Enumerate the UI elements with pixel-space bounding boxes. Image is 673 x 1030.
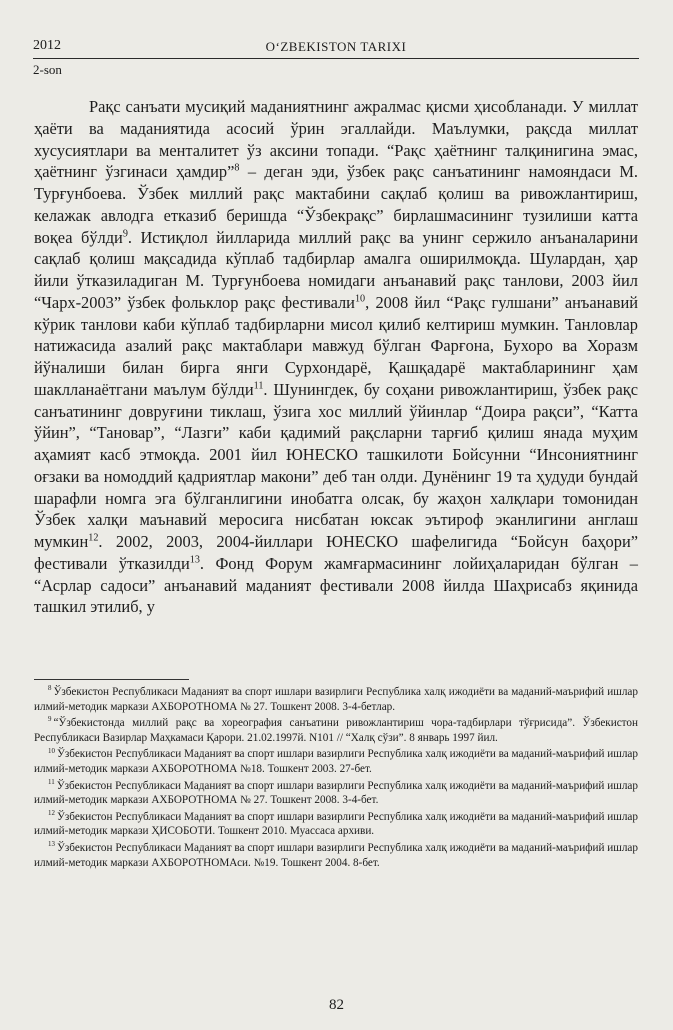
footnote-text: Ўзбекистон Республикаси Маданият ва спорт ишлари вазирлиги Республика халқ ижодиёти ва маданий-маърифий ишлар илмий-методик маркази АХБОРОТНОМА № 27. Тошкент 2008. 3-4-бетлар. [34, 686, 638, 713]
footnotes [34, 685, 638, 872]
body-text-segment: . Истиқлол йилларида миллий рақс ва унинг сержило анъаналарини сақлаб қолиш мақсадида кўплаб тадбирлар амалга оширилмоқда. Шулардан, ҳар йили ўтказиладиган М. Турғунбоева номидаги анъанавий рақс танлови, 2003 йил “Чарх-2003” ўзбек фольклор рақс фестивали [34, 227, 638, 312]
body-paragraph [34, 96, 638, 618]
page-number: 82 [329, 997, 344, 1013]
footnote-number: 12 [48, 809, 55, 818]
header-year: 2012 [33, 38, 61, 53]
footnote-text: Ўзбекистон Республикаси Маданият ва спорт ишлари вазирлиги Республика халқ ижодиёти ва маданий-маърифий ишлар илмий-методик маркази АХБОРОТНОМАси. №19. Тошкент 2004. 8-бет. [34, 841, 638, 869]
footnote-ref[interactable]: 13 [189, 554, 200, 566]
body-text-segment: , 2008 йил “Рақс гулшани” анъанавий кўрик танлови каби кўплаб тадбирларни мисол қилиб келтириш мумкин. Танловлар натижасида азалий рақс мактаблари мавжуд бўлган Фарғона, Бухоро ва Хоразм йўналиши билан бирга янги Сурхондарё, Қашқадарё мактабларининг ҳам шаклланаётгани маълум бўлди [34, 292, 638, 399]
footnote [34, 747, 638, 776]
footnote-ref[interactable]: 9 [122, 228, 128, 240]
body-text-segment: – деган эди, ўзбек рақс санъатининг намояндаси М. Турғунбоева. Ўзбек миллий рақс мактабини сақлаб қолиш ва ривожлантириш, келажак авлодга етказиб беришда “Ўзбекрақс” бирлашмасининг тузилиши катта воқеа бўлди [34, 162, 638, 247]
footnote [34, 810, 638, 839]
body-text-segment: . Фонд Форум жамғармасининг лойиҳаларидан бўлган – “Асрлар садоси” анъанавий маданият фестивали 2008 йилда Шаҳрисабз яқинида ташкил этилиб, у [34, 553, 639, 617]
footnote-ref[interactable]: 12 [88, 532, 99, 544]
footnote-text: Ўзбекистон Республикаси Маданият ва спорт ишлари вазирлиги Республика халқ ижодиёти ва маданий-маърифий ишлар илмий-методик маркази АХБОРОТНОМА № 27. Тошкент 2008. 3-4-бет. [34, 779, 638, 807]
footnote [34, 685, 638, 714]
footnote-number: 9 [48, 715, 52, 724]
footnote-number: 8 [48, 684, 52, 693]
header-journal-title: O‘ZBEKISTON TARIXI [265, 39, 407, 54]
running-header [33, 36, 639, 59]
footnote-ref[interactable]: 8 [234, 162, 240, 174]
body-text-segment: Рақс санъати мусиқий маданиятнинг ажралмас қисми ҳисобланади. У миллат ҳаёти ва маданиятида асосий ўрин эгаллайди. Маълумки, рақсда миллат хусусиятлари ва менталитет ўз аксини топади. “Рақс ҳаётнинг талқинигина эмас, ҳаётнинг ўзгинаси ҳамдир” [34, 97, 638, 182]
footnote-text: Ўзбекистон Республикаси Маданият ва спорт ишлари вазирлиги Республика халқ ижодиёти ва маданий-маърифий ишлар илмий-методик маркази ҲИСОБОТИ. Тошкент 2010. Муассаса архиви. [34, 810, 638, 838]
footnote-ref[interactable]: 10 [354, 293, 366, 305]
footnote-number: 11 [48, 777, 55, 786]
footnote [34, 779, 638, 808]
body-text-segment: . Шунингдек, бу соҳани ривожлантириш, ўзбек рақс санъатининг довруғини тиклаш, ўзига хос миллий ўйинлар “Доира рақси”, “Катта ўйин”, “Тановар”, “Лазги” каби қадимий рақсларни тарғиб қилиш янада муҳим аҳамият касб этмоқда. 2001 йил ЮНЕСКО ташкилоти Бойсунни “Инсониятнинг оғзаки ва номоддий қадриятлар макони” деб тан олди. Дунёнинг 19 та ҳудуди бундай шарафли номга эга бўлганлигини инобатга олсак, бу жаҳон халқлари томонидан Ўзбек халқи маънавий меросига нисбатан юксак эътироф эканлигини англаш мумкин [34, 379, 638, 551]
footnote [34, 716, 638, 745]
footnote-text: Ўзбекистон Республикаси Маданият ва спорт ишлари вазирлиги Республика халқ ижодиёти ва маданий-маърифий ишлар илмий-методик маркази АХБОРОТНОМА №18. Тошкент 2003. 27-бет. [34, 748, 638, 775]
issue-number: 2-son [33, 62, 62, 77]
footnote-number: 13 [48, 840, 55, 849]
footnote-text: “Ўзбекистонда миллий рақс ва хореография санъатини ривожлантириш чора-тадбирлари тўғрисида”. Ўзбекистон Республикаси Вазирлар Маҳкамаси Қарори. 21.02.1997й. N101 // “Халқ сўзи”. 8 январь 1997 йил. [34, 717, 638, 744]
footnote-divider [34, 679, 189, 680]
footnote-ref[interactable]: 11 [253, 380, 264, 392]
footnote [34, 841, 638, 870]
footnote-number: 10 [48, 746, 55, 755]
body-text-segment: . 2002, 2003, 2004-йиллари ЮНЕСКО шафелигида “Бойсун баҳори” фестивали ўтказилди [34, 532, 638, 573]
